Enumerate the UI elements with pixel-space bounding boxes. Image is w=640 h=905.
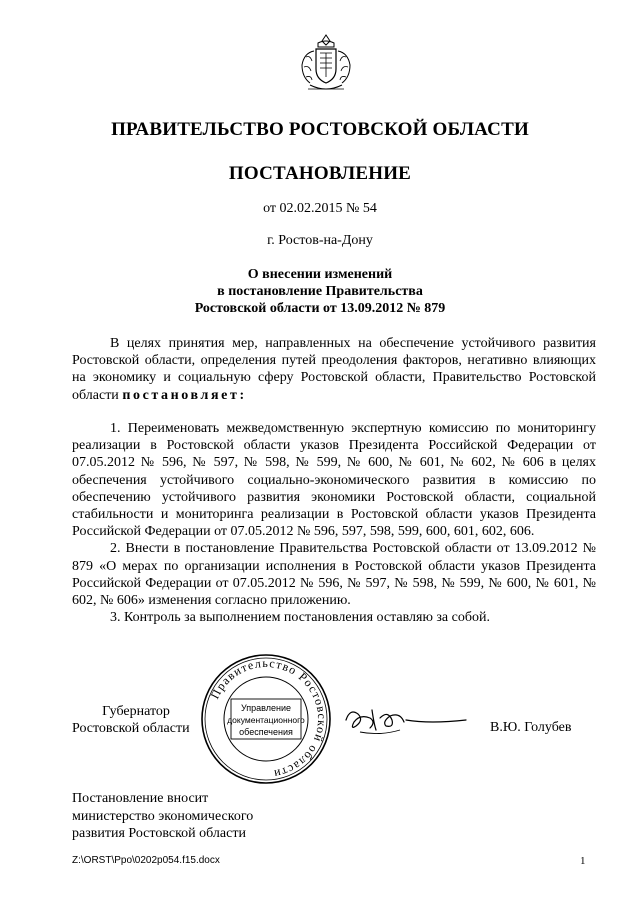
subject-title xyxy=(0,266,640,317)
stamp-outer-text: Правительство Ростовской области xyxy=(207,655,330,782)
stamp-inner-line: документационного xyxy=(227,715,305,725)
preamble xyxy=(72,335,596,404)
date-number: от 02.02.2015 № 54 xyxy=(263,201,377,216)
preamble-text: В целях принятия мер, направленных на обеспечение устойчивого развития Ростовской области, определения путей преодоления факторов, негативно влияющих на экономику и социальную сферу Ростовской области, Правительство Ростовской области xyxy=(72,336,596,403)
city: г. Ростов-на-Дону xyxy=(267,233,373,248)
file-path: Z:\ORST\Ppo\0202p054.f15.docx xyxy=(72,855,220,866)
clause-1: 1. Переименовать межведомственную экспертную комиссию по мониторингу реализации в Ростовской области указов Президента Российской Федерации от 07.05.2012 № 596, № 597, № 598, № 599, № 600, № 601, № 602, № 606 в целях обеспечения устойчивого социально-экономического развития в комиссию по обеспечению устойчивого развития экономики Ростовской области, социальной стабильности и мониторинга реализации в Ростовской области указов Президента Российской Федерации от 07.05.2012 № 596, 597, 598, 599, 600, 601, 602, 606. xyxy=(72,421,596,540)
clauses xyxy=(72,420,596,626)
note-line: Постановление вносит xyxy=(72,791,209,806)
resolves-word: постановляет: xyxy=(122,387,247,403)
subject-line: в постановление Правительства xyxy=(217,284,423,299)
document-type: ПОСТАНОВЛЕНИЕ xyxy=(228,163,412,184)
note-line: министерство экономического xyxy=(72,808,254,824)
note-line: развития Ростовской области xyxy=(72,826,246,841)
official-stamp xyxy=(199,652,333,786)
stamp-inner-line: Управление xyxy=(240,703,292,713)
subject-line: Ростовской области от 13.09.2012 № 879 xyxy=(194,301,446,316)
stamp-inner-line: обеспечения xyxy=(239,727,293,737)
clause-2: 2. Внести в постановление Правительства Ростовской области от 13.09.2012 № 879 «О мерах по организации исполнения в Ростовской области указов Президента Российской Федерации от 07.05.2012 № 596, № 597, № 598, № 599, № 600, № 601, № 602, № 606» изменения согласно приложению. xyxy=(72,541,596,609)
handwritten-signature xyxy=(340,700,470,740)
signatory-title xyxy=(72,703,200,737)
organization-title: ПРАВИТЕЛЬСТВО РОСТОВСКОЙ ОБЛАСТИ xyxy=(111,119,529,140)
clause-3: 3. Контроль за выполнением постановления оставляю за собой. xyxy=(110,610,490,626)
signatory-title-line: Ростовской области xyxy=(72,721,190,736)
signatory-name: В.Ю. Голубев xyxy=(490,720,572,735)
submitter-note xyxy=(72,790,253,843)
coat-of-arms-icon xyxy=(296,33,356,95)
subject-line: О внесении изменений xyxy=(247,267,393,282)
signatory-title-line: Губернатор xyxy=(102,704,170,719)
page-number: 1 xyxy=(580,855,586,867)
